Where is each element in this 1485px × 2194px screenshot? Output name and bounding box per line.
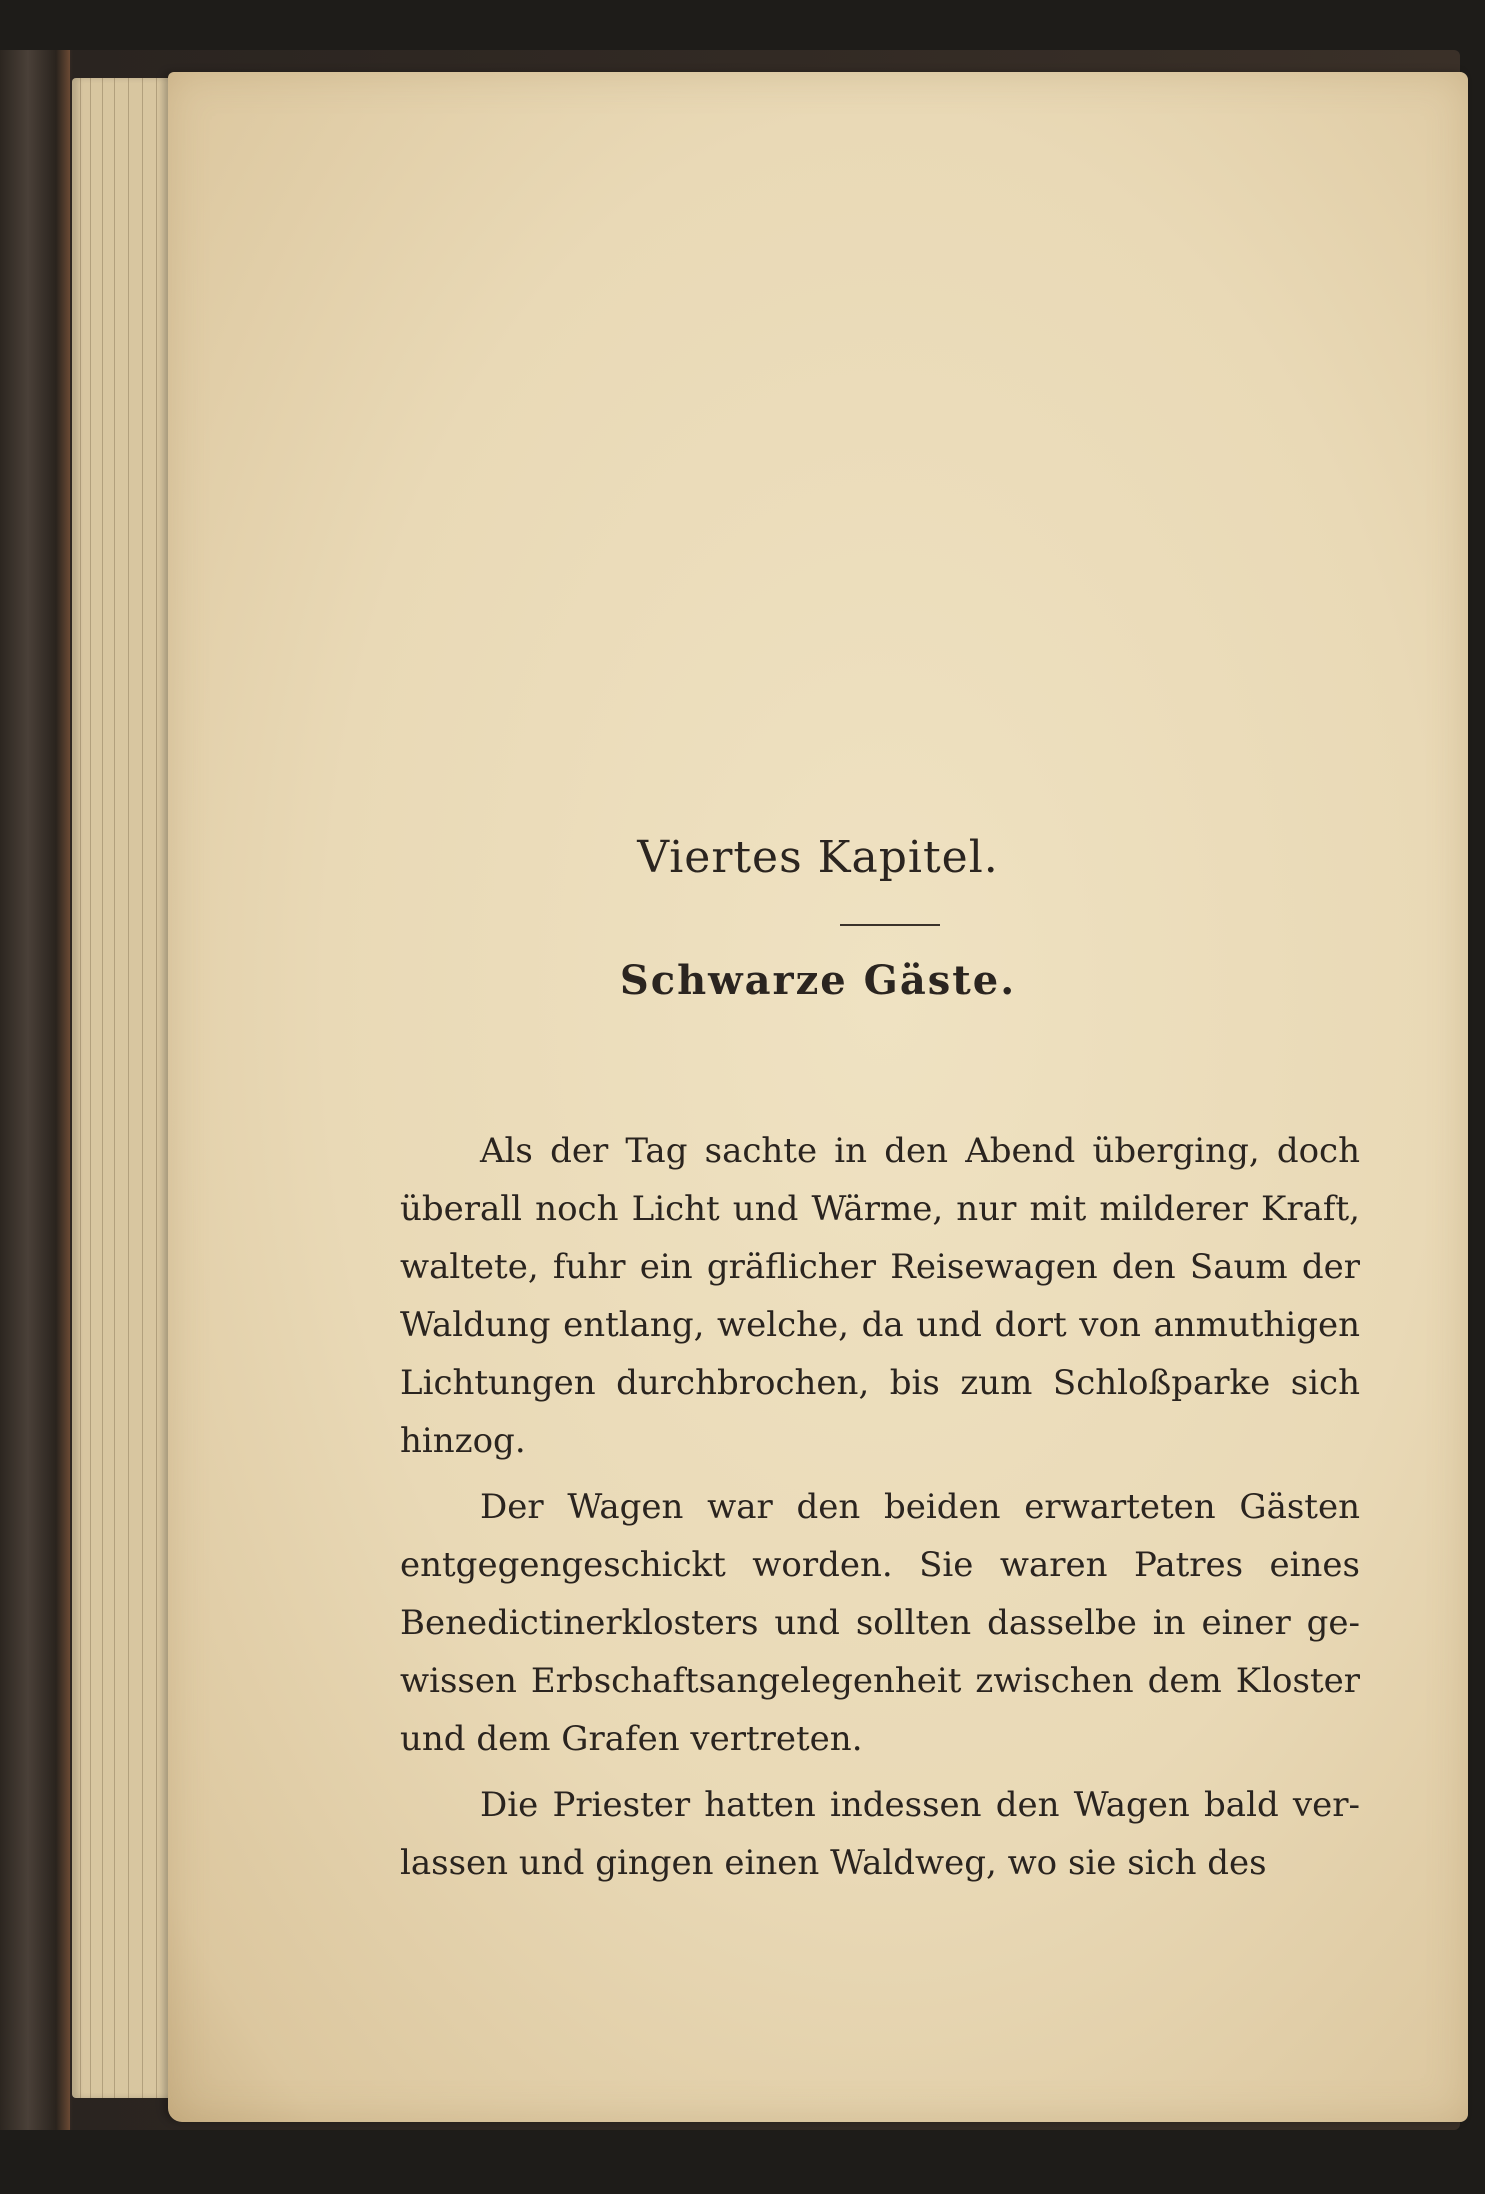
page-edge	[128, 78, 129, 2098]
page-edge	[80, 78, 81, 2098]
page-edge	[142, 78, 143, 2098]
book-spine	[0, 50, 70, 2130]
book-page	[168, 72, 1468, 2122]
page-edge	[114, 78, 115, 2098]
page-edge	[156, 78, 157, 2098]
page-edge	[90, 78, 91, 2098]
paragraph: Als der Tag sachte in den Abend überging, doch überall noch Licht und Wärme, nur mit milderer Kraft, waltete, fuhr ein gräflicher Reisewagen den Saum der Waldung entlang, welche, da und dort von anmuthigen Lichtungen durchbrochen, bis zum Schloßparke sich hinzog.	[400, 1131, 1360, 1461]
page-edge	[102, 78, 103, 2098]
section-title: Schwarze Gäste.	[619, 957, 1017, 1004]
body-text	[400, 1122, 1360, 1900]
paragraph: Die Priester hatten indessen den Wagen bald verlassen und gingen einen Waldweg, wo sie sich des	[400, 1785, 1360, 1883]
chapter-title: Viertes Kapitel.	[637, 832, 999, 883]
paragraph: Der Wagen war den beiden erwarteten Gästen entgegengeschickt worden. Sie waren Patres eines Benedictinerklosters und sollten dasselbe in einer gewissen Erbschaftsangelegenheit zwischen dem Kloster und dem Grafen vertreten.	[400, 1487, 1360, 1759]
title-divider	[840, 924, 940, 926]
